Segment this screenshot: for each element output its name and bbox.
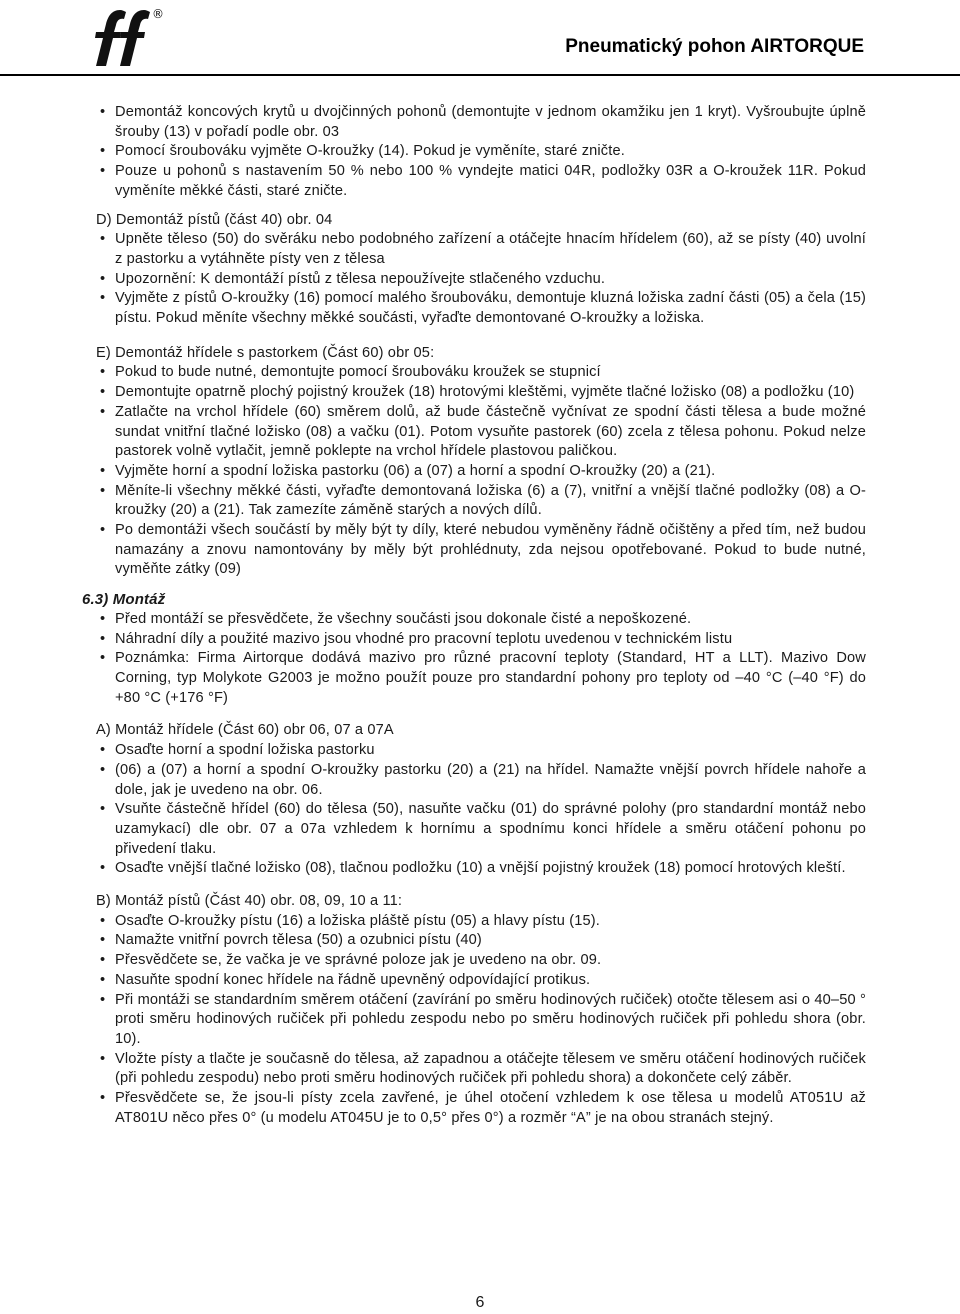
page-content <box>82 103 866 1128</box>
list-item: • Demontujte opatrně plochý pojistný kroužek (18) hrotovými kleštěmi, vyjměte tlačné ložisko (08) a podložku (10) <box>96 383 866 403</box>
list-item: • Namažte vnitřní povrch tělesa (50) a ozubnici pístu (40) <box>96 931 866 951</box>
list-item: • Pokud to bude nutné, demontujte pomocí šroubováku kroužek se stupnicí <box>96 363 866 383</box>
list-item: • Měníte-li všechny měkké části, vyřaďte demontovaná ložiska (6) a (7), vnitřní a vnější tlačné podložky (08) a O-kroužky (20) a (21). Tak zamezíte záměně starých a nových dílů. <box>96 482 866 521</box>
list-item: • Vyjměte horní a spodní ložiska pastorku (06) a (07) a horní a spodní O-kroužky (20) a (21). <box>96 462 866 482</box>
list-item: • Zatlačte na vrchol hřídele (60) směrem dolů, až bude částečně vyčnívat ze spodní části tělesa a bude možné sundat vnitřní tlačné ložisko (08) a vačku (01). Potom vysuňte pastorek (60) zcela z tělesa pohonu. Pokud nelze pastorek volně vytlačit, jemně poklepte na vrchol hřídele plastovou paličkou. <box>96 403 866 462</box>
list-item: • Po demontáži všech součástí by měly být ty díly, které nebudou vyměněny řádně očištěny a před tím, než budou namazány a znovu namontovány by měly být prohlédnuty, zda nejsou opotřebované. Pokud to bude nutné, vyměňte zátky (09) <box>96 521 866 580</box>
registered-mark: ® <box>152 7 164 21</box>
list-item: • Osaďte vnější tlačné ložisko (08), tlačnou podložku (10) a vnější pojistný kroužek (18) pomocí hrotových kleští. <box>96 859 866 879</box>
list-item: • Před montáží se přesvědčete, že všechny součásti jsou dokonale čisté a nepoškozené. <box>96 610 866 630</box>
section-heading-d: D) Demontáž pístů (část 40) obr. 04 <box>96 211 333 228</box>
section-title-6-3: 6.3) Montáž <box>82 591 166 609</box>
company-logo <box>86 4 166 70</box>
section-heading-a: A) Montáž hřídele (Část 60) obr 06, 07 a 07A <box>96 722 394 739</box>
list-item: • Vyjměte z pístů O-kroužky (16) pomocí malého šroubováku, demontuje kluzná ložiska zadní části (05) a čela (15) pístu. Pokud měníte všechny měkké součásti, vyřaďte demontované O-kroužky a ložiska. <box>96 289 866 328</box>
list-item: • Osaďte O-kroužky pístu (16) a ložiska pláště pístu (05) a hlavy pístu (15). <box>96 912 866 932</box>
list-item: • Vsuňte částečně hřídel (60) do tělesa (50), nasuňte vačku (01) do správné polohy (pro standardní montáž nebo uzamykací) dle obr. 07 a 07a vzhledem k hornímu a spodnímu konci hřídele a směru otáčení pohonu po přivedení tlaku. <box>96 800 866 859</box>
list-item: • Upozornění: K demontáží pístů z tělesa nepoužívejte stlačeného vzduchu. <box>96 270 866 290</box>
document-title: Pneumatický pohon AIRTORQUE <box>565 36 864 57</box>
list-item: • (06) a (07) a horní a spodní O-kroužky pastorku (20) a (21) na hřídel. Namažte vnější povrch hřídele nahoře a dole, jak je uvedeno na obr. 06. <box>96 761 866 800</box>
list-item: • Vložte písty a tlačte je současně do tělesa, až zapadnou a otáčejte tělesem ve směru otáčení hodinových ručiček (při pohledu zespodu) nebo proti směru hodinových ručiček při pohledu shora) a dokončete celý záběr. <box>96 1050 866 1089</box>
list-item: • Nasuňte spodní konec hřídele na řádně upevněný odpovídající protikus. <box>96 971 866 991</box>
list-item: • Přesvědčete se, že vačka je ve správné poloze jak je uvedeno na obr. 09. <box>96 951 866 971</box>
header-rule <box>0 74 960 76</box>
page-number: 6 <box>475 1294 485 1311</box>
section-heading-e: E) Demontáž hřídele s pastorkem (Část 60) obr 05: <box>96 344 435 361</box>
list-item: • Pomocí šroubováku vyjměte O-kroužky (14). Pokud je vyměníte, staré zničte. <box>96 142 866 162</box>
list-item: • Při montáži se standardním směrem otáčení (zavírání po směru hodinových ručiček) otočte tělesem asi o 40–50 ° proti směru hodinových ručiček při pohledu zespodu nebo po směru hodinových ručiček při pohledu shora (obr. 10). <box>96 991 866 1050</box>
list-item: • Pouze u pohonů s nastavením 50 % nebo 100 % vyndejte matici 04R, podložky 03R a O-kroužek 11R. Pokud vyměníte měkké části, staré zničte. <box>96 162 866 201</box>
list-item: • Poznámka: Firma Airtorque dodává mazivo pro různé pracovní teploty (Standard, HT a LLT). Mazivo Dow Corning, typ Molykote G2003 je možno použít pouze pro standardní pohony pro teploty od –40 °C (–40 °F) do +80 °C (+176 °F) <box>96 649 866 708</box>
list-item: • Náhradní díly a použité mazivo jsou vhodné pro pracovní teplotu uvedenou v technickém listu <box>96 630 866 650</box>
list-item: • Přesvědčete se, že jsou-li písty zcela zavřené, je úhel otočení vzhledem k ose tělesa u modelů AT051U až AT801U něco přes 0° (u modelu AT045U je to 0,5° přes 0°) a rozměr “A” je na obou stranách stejný. <box>96 1089 866 1128</box>
list-item: • Osaďte horní a spodní ložiska pastorku <box>96 741 866 761</box>
list-item: • Demontáž koncových krytů u dvojčinných pohonů (demontujte v jednom okamžiku jen 1 kryt). Vyšroubujte úplně šrouby (13) v pořadí podle obr. 03 <box>96 103 866 142</box>
list-item: • Upněte těleso (50) do svěráku nebo podobného zařízení a otáčejte hnacím hřídelem (60), až se písty (40) uvolní z pastorku a vytáhněte písty ven z tělesa <box>96 230 866 269</box>
section-heading-b: B) Montáž pístů (Část 40) obr. 08, 09, 10 a 11: <box>96 893 403 910</box>
